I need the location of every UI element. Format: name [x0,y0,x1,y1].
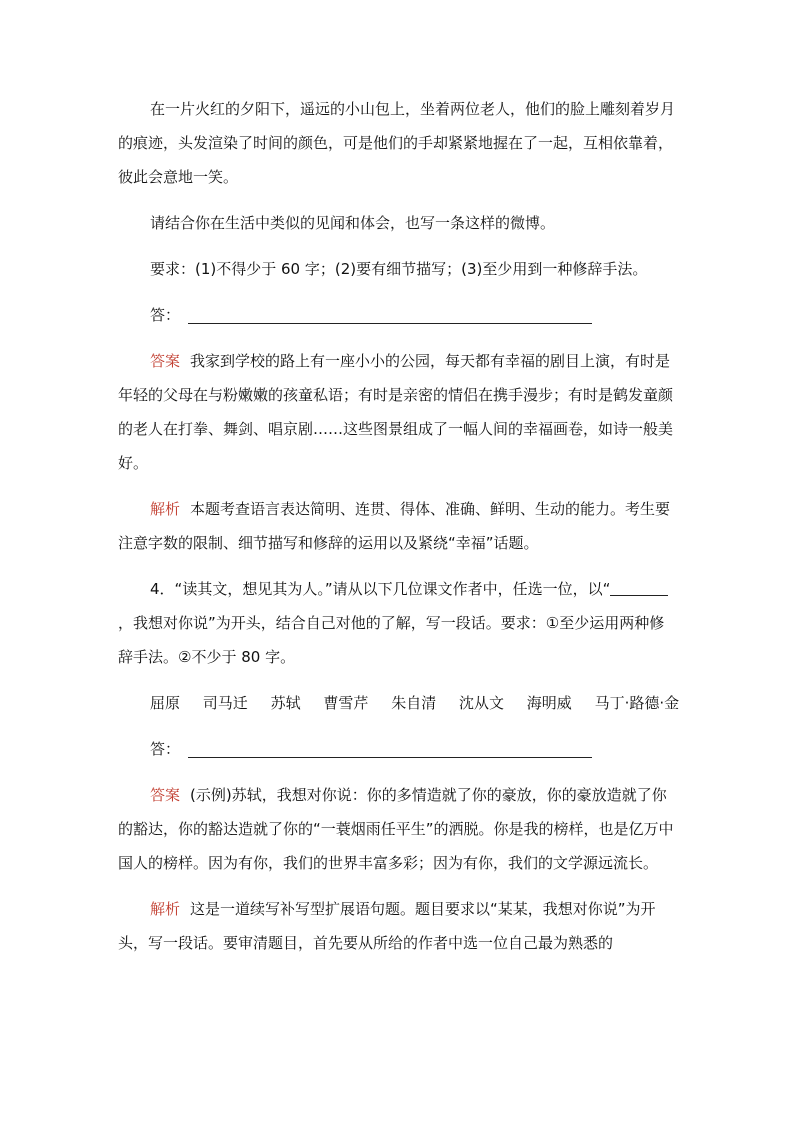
q4-prompt-blank[interactable] [610,579,668,596]
analysis-tag: 解析 [150,900,181,918]
answer-tag: 答案 [150,352,181,370]
q4-prompt-part2: ，我想对你说”为开头，结合自己对他的了解，写一段话。要求：①至少运用两种修辞手法。②不少于 80 字。 [118,614,665,666]
answer-label: 答： [150,306,181,324]
answer-blank-2[interactable] [188,737,592,758]
q3-answer-text: 我家到学校的路上有一座小小的公园，每天都有幸福的剧目上演，有时是年轻的父母在与粉嫩嫩的孩童私语；有时是亲密的情侣在携手漫步；有时是鹤发童颜的老人在打拳、舞剑、唱京剧……这些图景组成了一幅人间的幸福画卷，如诗一般美好。 [118,352,674,472]
author-item: 屈原 [150,694,181,712]
analysis-tag: 解析 [150,500,181,518]
author-item: 朱自清 [391,694,437,712]
q4-prompt [118,572,678,674]
author-item: 海明威 [526,694,572,712]
q3-analysis [118,492,678,560]
author-item: 沈从文 [458,694,504,712]
q4-answer [118,778,678,880]
q4-prompt-part1: 4．“读其文，想见其为人。”请从以下几位课文作者中，任选一位，以“ [150,580,611,598]
answer-label: 答： [150,740,181,758]
author-item: 马丁·路德·金 [594,694,680,712]
q3-analysis-text: 本题考查语言表达简明、连贯、得体、准确、鲜明、生动的能力。考生要注意字数的限制、细节描写和修辞的运用以及紧绕“幸福”话题。 [118,500,671,552]
intro-requirements: 要求：(1)不得少于 60 字；(2)要有细节描写；(3)至少用到一种修辞手法。 [150,260,648,278]
q3-answer [118,344,678,480]
author-list [118,686,678,720]
intro-instruction: 请结合你在生活中类似的见闻和体会，也写一条这样的微博。 [150,214,556,232]
answer-tag: 答案 [150,786,181,804]
answer-line-1 [118,298,678,332]
author-item: 司马迁 [202,694,248,712]
answer-line-2 [118,732,678,766]
document-page [118,92,678,972]
q4-analysis [118,892,678,960]
q4-answer-text: (示例)苏轼，我想对你说：你的多情造就了你的豪放，你的豪放造就了你的豁达，你的豁达造就了你的“一蓑烟雨任平生”的洒脱。你是我的榜样，也是亿万中国人的榜样。因为有你，我们的世界丰富多彩；因为有你，我们的文学源远流长。 [118,786,674,872]
author-item: 曹雪芹 [323,694,369,712]
q4-analysis-text: 这是一道续写补写型扩展语句题。题目要求以“某某，我想对你说”为开头，写一段话。要审清题目，首先要从所给的作者中选一位自己最为熟悉的 [118,900,656,952]
answer-blank-1[interactable] [188,303,592,324]
intro-poem: 在一片火红的夕阳下，遥远的小山包上，坐着两位老人，他们的脸上雕刻着岁月的痕迹，头发渲染了时间的颜色，可是他们的手却紧紧地握在了一起，互相依靠着，彼此会意地一笑。 [118,100,676,186]
author-item: 苏轼 [270,694,301,712]
